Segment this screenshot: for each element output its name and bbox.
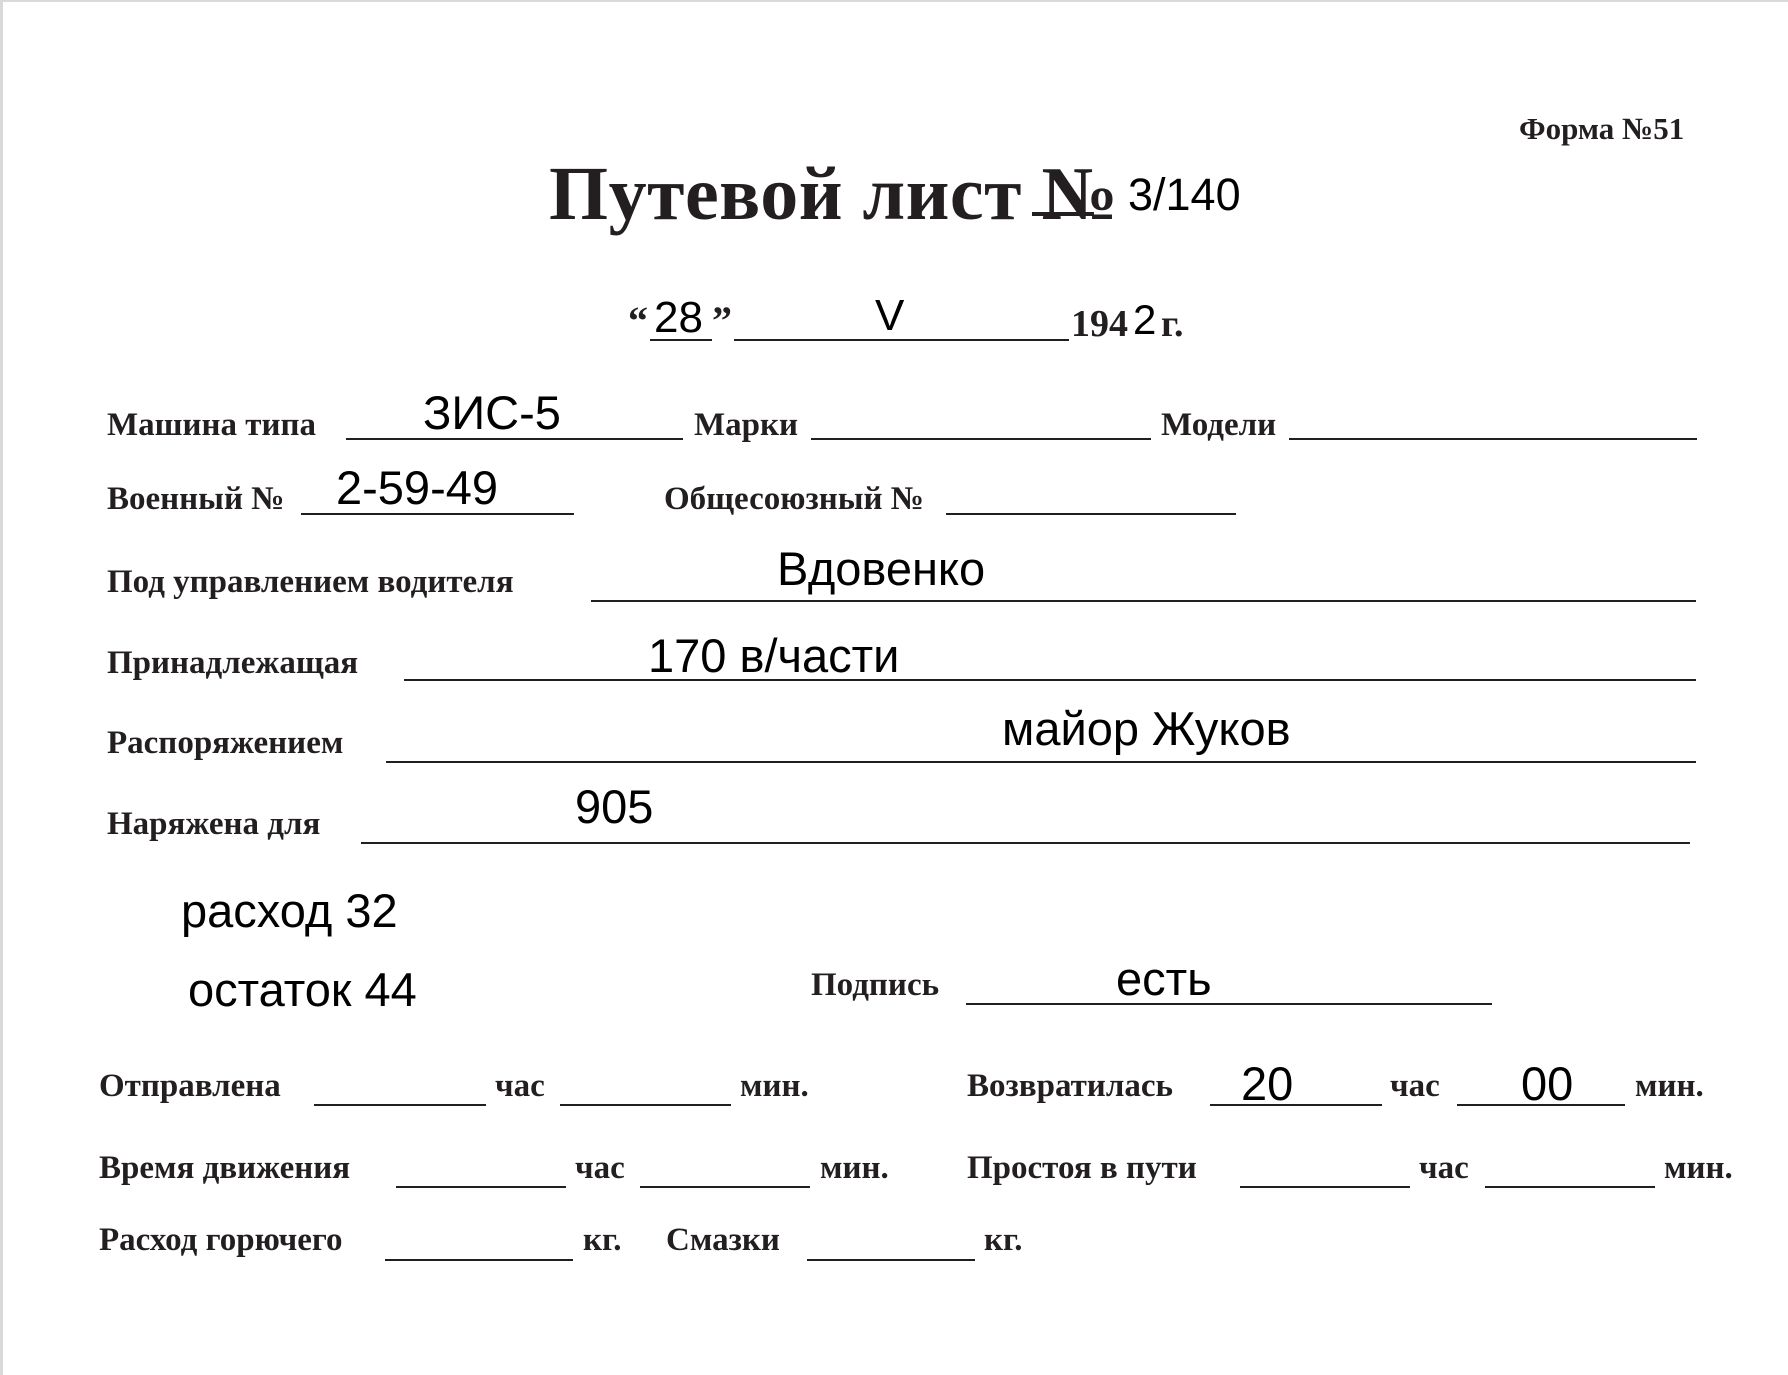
fuel-consumption-label: Расход горючего — [99, 1222, 343, 1258]
military-number-label: Военный № — [107, 481, 285, 517]
military-number-value: 2-59-49 — [336, 461, 498, 514]
lubricant-unit: кг. — [984, 1222, 1023, 1258]
union-number-line — [946, 513, 1236, 515]
idle-time-label: Простоя в пути — [967, 1150, 1197, 1186]
driver-value: Вдовенко — [777, 542, 986, 595]
driver-label: Под управлением водителя — [107, 564, 514, 600]
idle-minutes-unit: мин. — [1664, 1150, 1733, 1186]
departed-minutes-unit: мин. — [740, 1068, 809, 1104]
idle-hours-line — [1240, 1186, 1410, 1188]
title-number-underline — [1032, 212, 1094, 216]
vehicle-type-line — [346, 438, 683, 440]
date-open-quote: “ — [628, 298, 648, 343]
belongs-label: Принадлежащая — [107, 645, 359, 681]
date-day: 28 — [654, 293, 703, 342]
returned-minutes: 00 — [1521, 1057, 1574, 1110]
brand-line — [811, 438, 1151, 440]
returned-hours: 20 — [1241, 1057, 1294, 1110]
assigned-label: Наряжена для — [107, 806, 321, 842]
departed-minutes-line — [560, 1104, 731, 1106]
vehicle-type-label: Машина типа — [107, 407, 317, 443]
travel-time-label: Время движения — [99, 1150, 351, 1186]
travel-minutes-line — [640, 1186, 810, 1188]
date-day-line — [650, 339, 712, 341]
military-number-line — [301, 513, 574, 515]
order-line — [386, 761, 1696, 763]
lubricant-label: Смазки — [666, 1222, 780, 1258]
signature-value: есть — [1116, 952, 1212, 1005]
order-value: майор Жуков — [1002, 702, 1291, 755]
travel-hours-line — [396, 1186, 566, 1188]
model-label: Модели — [1161, 407, 1277, 443]
returned-minutes-line — [1457, 1104, 1625, 1106]
sheet-number: 3/140 — [1128, 169, 1241, 220]
returned-minutes-unit: мин. — [1635, 1068, 1704, 1104]
date-year-abbr: г. — [1161, 303, 1184, 345]
date-month-line — [734, 339, 1069, 341]
belongs-line — [404, 679, 1696, 681]
signature-label: Подпись — [811, 967, 940, 1003]
travel-minutes-unit: мин. — [820, 1150, 889, 1186]
assigned-value: 905 — [575, 780, 654, 833]
date-year-suffix: 2 — [1133, 296, 1157, 343]
remainder-note: остаток 44 — [188, 963, 417, 1016]
date-month: V — [875, 291, 905, 340]
order-label: Распоряжением — [107, 725, 344, 761]
driver-line — [591, 600, 1696, 602]
returned-hours-line — [1210, 1104, 1382, 1106]
returned-hours-unit: час — [1390, 1068, 1440, 1104]
returned-label: Возвратилась — [967, 1068, 1173, 1104]
departed-hours-unit: час — [495, 1068, 545, 1104]
union-number-label: Общесоюзный № — [664, 481, 924, 517]
document-title: Путевой лист № — [549, 152, 1119, 236]
departed-label: Отправлена — [99, 1068, 281, 1104]
form-number-label: Форма №51 — [1519, 111, 1685, 146]
date-close-quote: ” — [712, 298, 732, 343]
idle-hours-unit: час — [1419, 1150, 1469, 1186]
departed-hours-line — [314, 1104, 486, 1106]
travel-hours-unit: час — [575, 1150, 625, 1186]
belongs-value: 170 в/части — [648, 629, 900, 682]
fuel-consumption-line — [385, 1259, 573, 1261]
model-line — [1289, 438, 1697, 440]
lubricant-line — [807, 1259, 975, 1261]
signature-line — [966, 1003, 1492, 1005]
vehicle-type-value: ЗИС-5 — [423, 386, 561, 439]
fuel-consumption-unit: кг. — [583, 1222, 622, 1258]
consumption-note: расход 32 — [181, 884, 398, 937]
assigned-line — [361, 842, 1690, 844]
idle-minutes-line — [1485, 1186, 1655, 1188]
brand-label: Марки — [694, 407, 799, 443]
date-year-prefix: 194 — [1071, 303, 1128, 345]
